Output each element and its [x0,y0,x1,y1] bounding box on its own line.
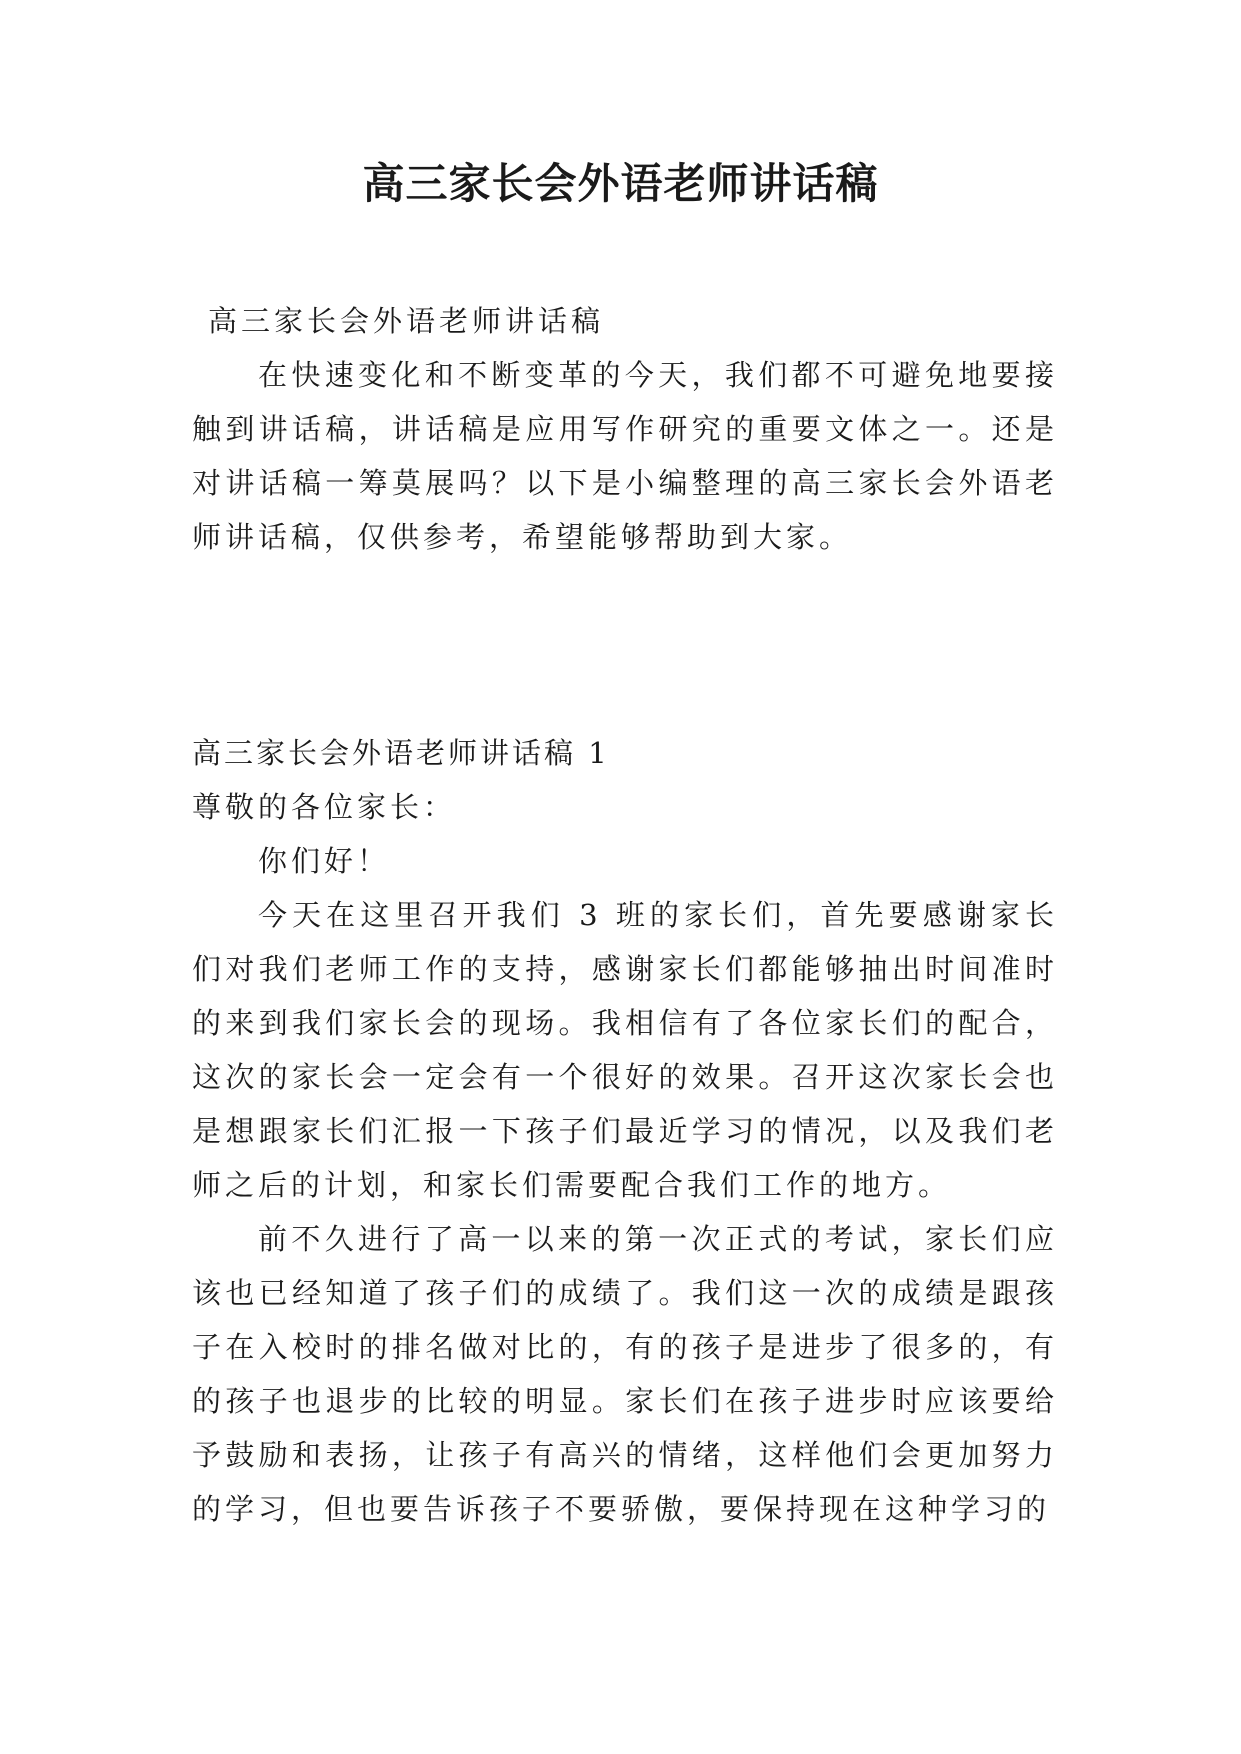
document-subtitle: 高三家长会外语老师讲话稿 [208,304,605,338]
section-spacer [192,564,1058,726]
body-paragraph: 前不久进行了高一以来的第一次正式的考试，家长们应该也已经知道了孩子们的成绩了。我们这一次的成绩是跟孩子在入校时的排名做对比的，有的孩子是进步了很多的，有的孩子也退步的比较的明显。家长们在孩子进步时应该要给予鼓励和表扬，让孩子有高兴的情绪，这样他们会更加努力的学习，但也要告诉孩子不要骄傲，要保持现在这种学习的 [192,1222,1058,1526]
section-title: 高三家长会外语老师讲话稿 1 [192,736,610,770]
body-paragraph: 今天在这里召开我们 3 班的家长们，首先要感谢家长们对我们老师工作的支持，感谢家长们都能够抽出时间准时的来到我们家长会的现场。我相信有了各位家长们的配合，这次的家长会一定会有一个很好的效果。召开这次家长会也是想跟家长们汇报一下孩子们最近学习的情况，以及我们老师之后的计划，和家长们需要配合我们工作的地方。 [192,898,1058,1202]
document-title: 高三家长会外语老师讲话稿 [362,159,879,208]
intro-paragraph: 在快速变化和不断变革的今天，我们都不可避免地要接触到讲话稿，讲话稿是应用写作研究的重要文体之一。还是对讲话稿一筹莫展吗？以下是小编整理的高三家长会外语老师讲话稿，仅供参考，希望能够帮助到大家。 [192,358,1058,554]
greeting: 你们好！ [258,844,391,878]
salutation: 尊敬的各位家长： [192,790,457,824]
document-body [192,294,1058,1536]
